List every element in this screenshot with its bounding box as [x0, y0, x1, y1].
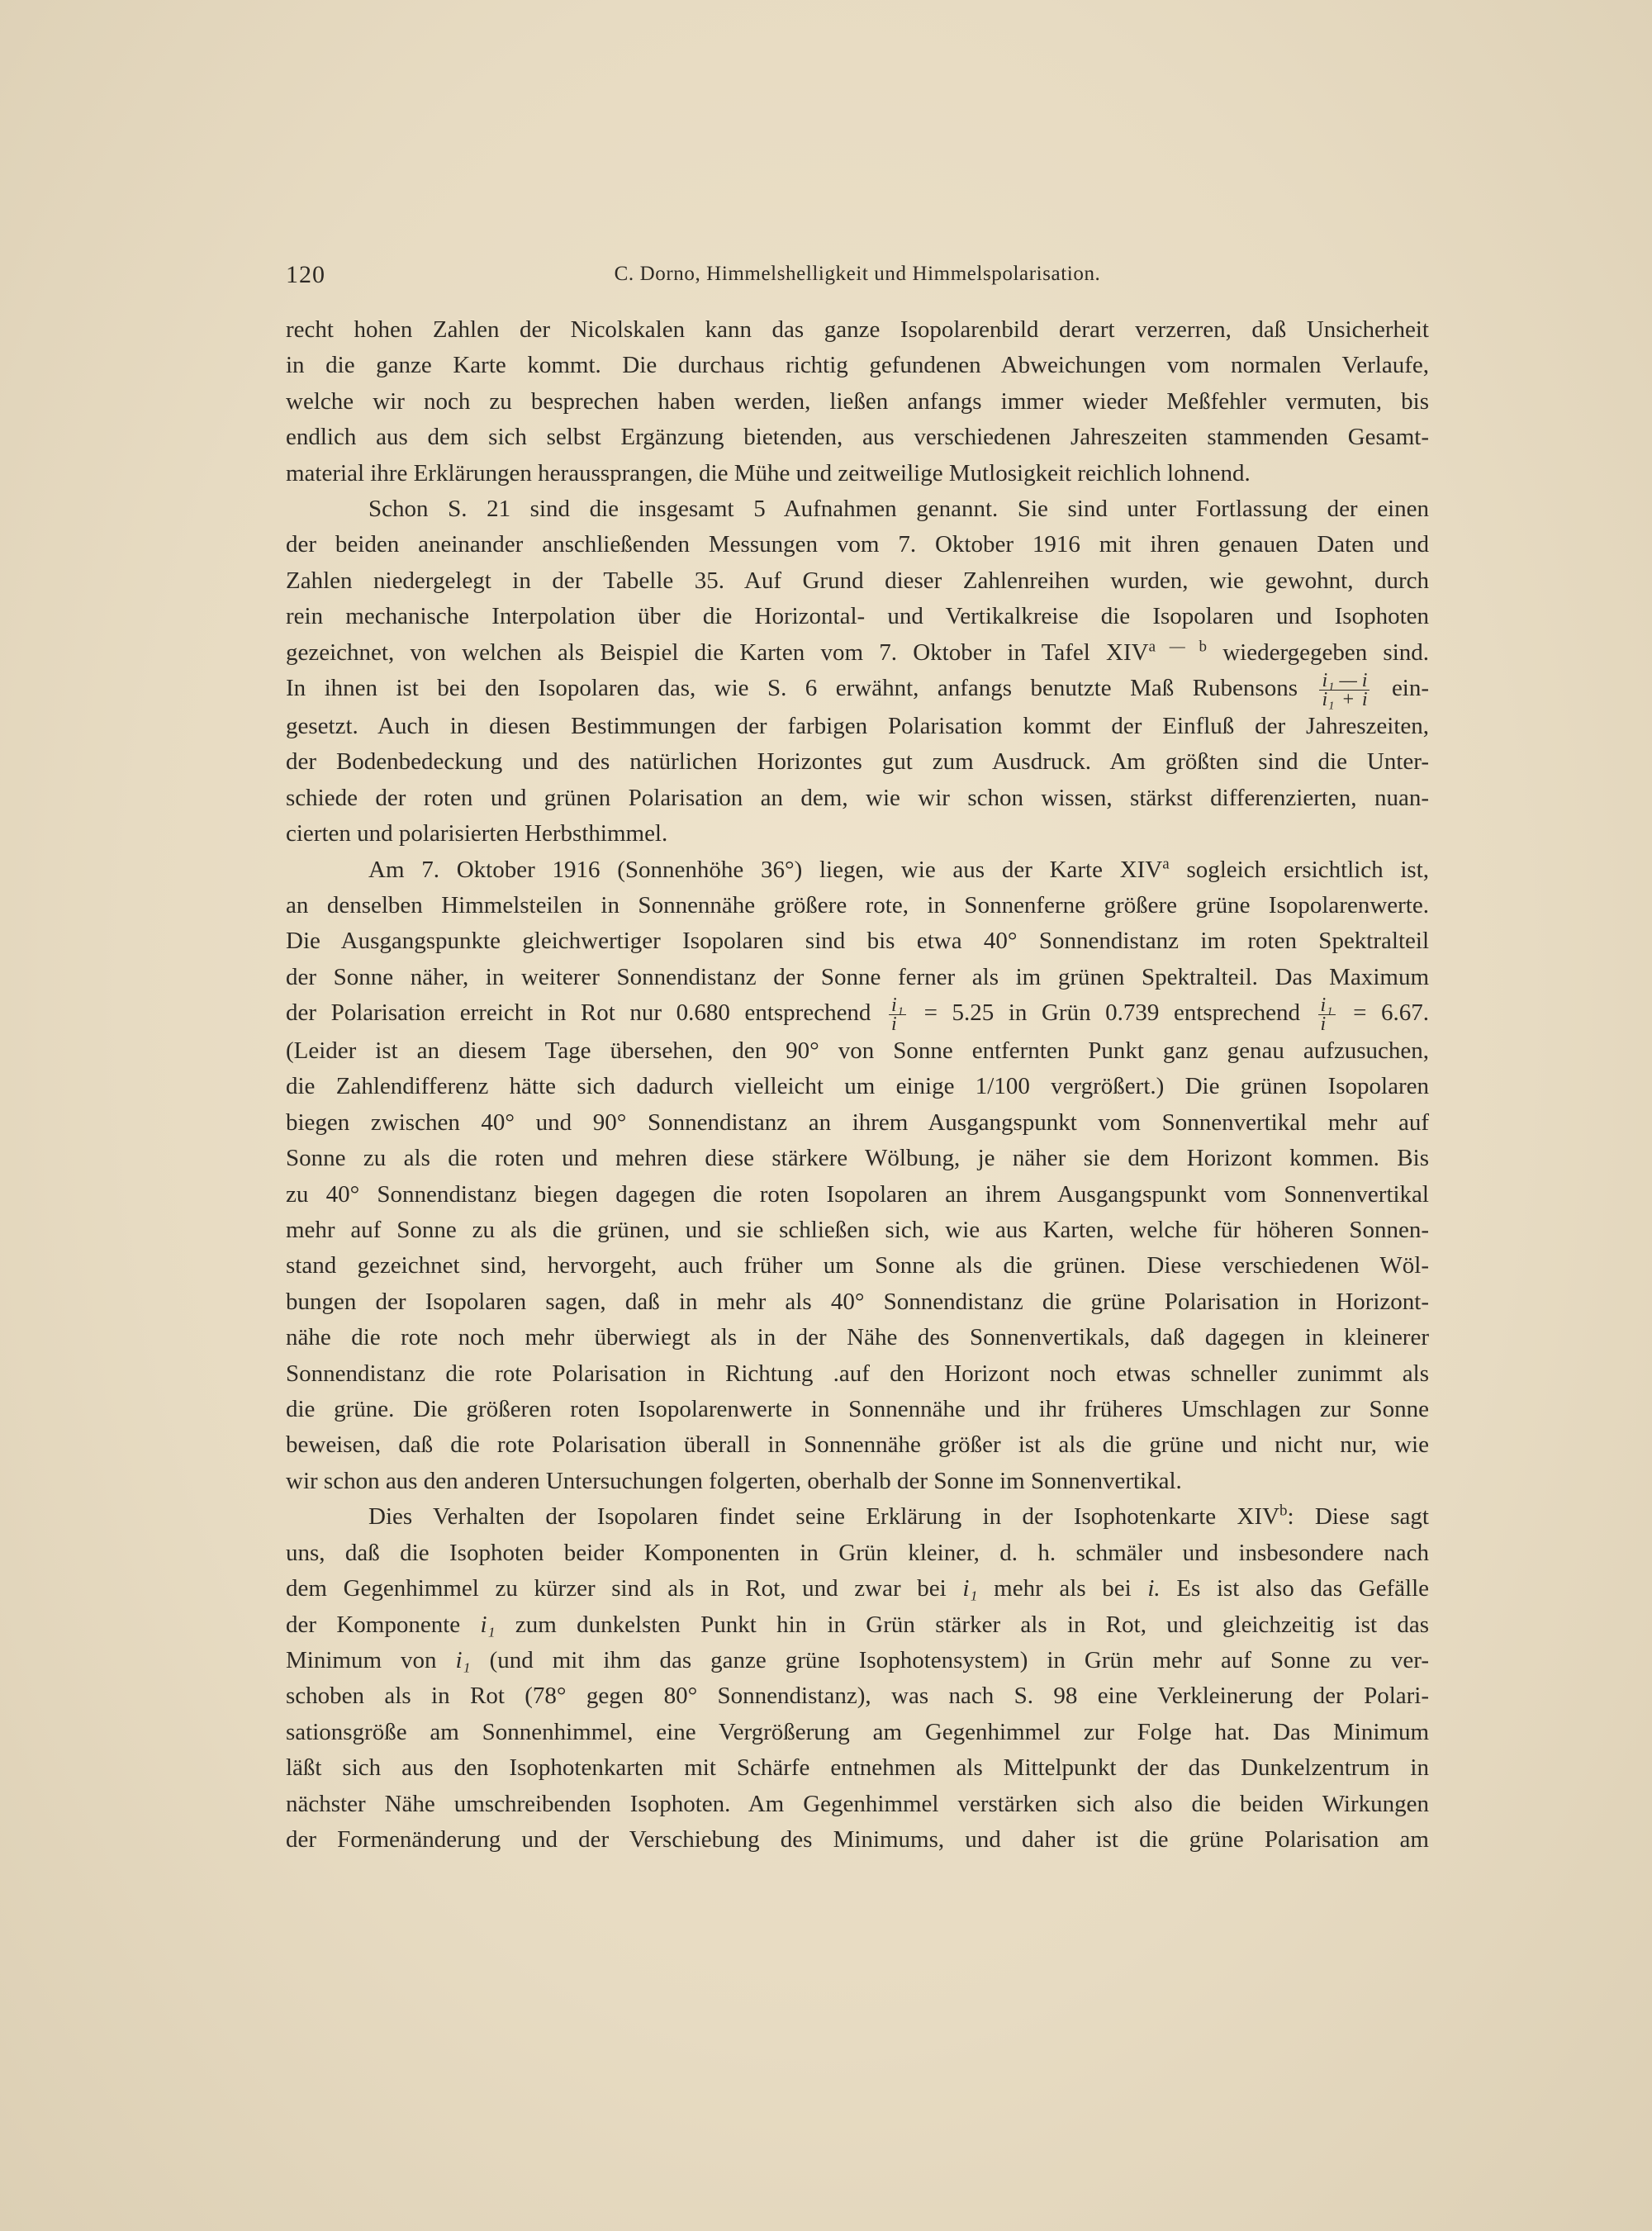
text-segment: zum dunkelsten Punkt hin in Grün stärker als in Rot, und gleichzeitig ist das — [515, 1611, 1430, 1638]
text-line: läßt sich aus den Isophotenkarten mit Schärfe entnehmen als Mittelpunkt der das Dunkelzentrum in — [286, 1754, 1429, 1782]
text-line: nächster Nähe umschreibenden Isophoten. Am Gegenhimmel verstärken sich also die beiden Wirkungen — [286, 1790, 1429, 1817]
math-symbol: i₁ — [480, 1611, 496, 1638]
text-line: schoben als in Rot (78° gegen 80° Sonnendistanz), was nach S. 98 eine Verkleinerung der Polari- — [286, 1683, 1429, 1710]
ratio-fraction-red — [889, 996, 906, 1033]
text-line: cierten und polarisierten Herbsthimmel. — [286, 820, 668, 847]
text-line-with-fractions — [286, 995, 1429, 1033]
text-line: biegen zwischen 40° und 90° Sonnendistanz an ihrem Ausgangspunkt vom Sonnenvertikal mehr auf — [286, 1108, 1429, 1136]
text-line: in die ganze Karte kommt. Die durchaus richtig gefundenen Abweichungen vom normalen Verlaufe, — [286, 352, 1429, 379]
text-line: der Bodenbedeckung und des natürlichen Horizontes gut zum Ausdruck. Am größten sind die Unter- — [286, 748, 1429, 776]
text-line-with-superscript — [286, 1499, 1429, 1535]
text-line — [286, 1571, 1429, 1607]
text-line: recht hohen Zahlen der Nicolskalen kann das ganze Isopolarenbild derart verzerren, daß Unsicherheit — [286, 316, 1429, 343]
fraction-numerator: i₁ — i — [1319, 672, 1370, 691]
text-line: Zahlen niedergelegt in der Tabelle 35. Auf Grund dieser Zahlenreihen wurden, wie gewohnt, durch — [286, 567, 1429, 594]
text-line — [286, 1643, 1429, 1678]
text-line: beweisen, daß die rote Polarisation überall in Sonnennähe größer ist als die grüne und nicht nur, wie — [286, 1431, 1429, 1459]
fraction-denominator: i — [891, 1013, 897, 1035]
text-segment: Minimum von — [286, 1646, 437, 1673]
text-line: endlich aus dem sich selbst Ergänzung bietenden, aus verschiedenen Jahreszeiten stammenden Gesamt- — [286, 424, 1429, 451]
paragraph-2 — [286, 491, 1429, 852]
text-line: mehr auf Sonne zu als die grünen, und sie schließen sich, wie aus Karten, welche für höheren Sonnen- — [286, 1217, 1429, 1244]
page-number: 120 — [286, 261, 325, 288]
text-line — [286, 1607, 1429, 1643]
text-line: rein mechanische Interpolation über die Horizontal- und Vertikalkreise die Isopolaren und Isophoten — [286, 603, 1429, 630]
text-line: Die Ausgangspunkte gleichwertiger Isopolaren sind bis etwa 40° Sonnendistanz im roten Spektralteil — [286, 928, 1429, 955]
fraction-numerator: i₁ — [1318, 996, 1336, 1015]
text-line-with-superscript — [286, 852, 1429, 888]
text-segment: = 6.67. — [1353, 999, 1430, 1027]
superscript: a — [1162, 854, 1170, 872]
body-text — [286, 312, 1429, 1858]
text-line: an denselben Himmelsteilen in Sonnennähe größere rote, in Sonnenferne größere grüne Isopolarenwerte. — [286, 891, 1429, 919]
superscript: a — b — [1148, 638, 1207, 655]
text-segment: Am 7. Oktober 1916 (Sonnenhöhe 36°) liegen, wie aus der Karte XIV — [368, 856, 1163, 883]
paragraph-4 — [286, 1499, 1429, 1858]
text-segment: : Diese sagt — [1287, 1503, 1429, 1531]
text-line: Sonnendistanz die rote Polarisation in Richtung .auf den Horizont noch etwas schneller zunimmt als — [286, 1360, 1429, 1387]
text-segment: mehr als bei — [994, 1575, 1132, 1602]
text-line: gesetzt. Auch in diesen Bestimmungen der farbigen Polarisation kommt der Einfluß der Jahreszeiten, — [286, 712, 1429, 739]
text-segment: wiedergegeben sind. — [1222, 638, 1430, 666]
text-line-with-superscript — [286, 635, 1429, 671]
text-segment: Es ist also das Gefälle — [1176, 1575, 1430, 1602]
text-line: uns, daß die Isophoten beider Komponenten in Grün kleiner, d. h. schmäler und insbesondere nach — [286, 1539, 1429, 1566]
paragraph-3 — [286, 852, 1429, 1500]
text-segment: = 5.25 in Grün 0.739 entsprechend — [923, 999, 1300, 1027]
text-line: der beiden aneinander anschließenden Messungen vom 7. Oktober 1916 mit ihren genauen Daten und — [286, 531, 1429, 558]
ratio-fraction-green — [1318, 996, 1336, 1033]
text-line-with-fraction — [286, 671, 1429, 709]
text-line: (Leider ist an diesem Tage übersehen, den 90° von Sonne entfernten Punkt ganz genau aufzusuchen, — [286, 1037, 1429, 1064]
math-symbol: i₁ — [962, 1575, 978, 1602]
fraction-denominator: i₁ + i — [1322, 688, 1368, 710]
text-line: schiede der roten und grünen Polarisation an dem, wie wir schon wissen, stärkst differenzierten, nuan- — [286, 784, 1429, 811]
text-line: bungen der Isopolaren sagen, daß in mehr als 40° Sonnendistanz die grüne Polarisation in Horizont- — [286, 1288, 1429, 1315]
text-line: zu 40° Sonnendistanz biegen dagegen die roten Isopolaren an ihrem Ausgangspunkt vom Sonnenvertikal — [286, 1180, 1429, 1208]
text-line: nähe die rote noch mehr überwiegt als in der Nähe des Sonnenvertikals, daß dagegen in kleinerer — [286, 1324, 1429, 1351]
text-line: sationsgröße am Sonnenhimmel, eine Vergrößerung am Gegenhimmel zur Folge hat. Das Minimum — [286, 1718, 1429, 1745]
text-segment: gezeichnet, von welchen als Beispiel die Karten vom 7. Oktober in Tafel XIV — [286, 638, 1149, 666]
text-segment: dem Gegenhimmel zu kürzer sind als in Rot, und zwar bei — [286, 1575, 947, 1602]
text-segment: sogleich ersichtlich ist, — [1186, 856, 1430, 883]
superscript: b — [1279, 1502, 1288, 1520]
text-line: der Formenänderung und der Verschiebung des Minimums, und daher ist die grüne Polarisation am — [286, 1825, 1429, 1853]
paragraph-1 — [286, 312, 1429, 491]
text-segment: der Polarisation erreicht in Rot nur 0.680 entsprechend — [286, 999, 871, 1027]
math-symbol: i₁ — [455, 1646, 471, 1673]
text-line: die grüne. Die größeren roten Isopolarenwerte in Sonnennähe und ihr früheres Umschlagen zur Sonne — [286, 1396, 1429, 1423]
text-segment: Dies Verhalten der Isopolaren findet seine Erklärung in der Isophotenkarte XIV — [368, 1503, 1280, 1531]
page-header — [286, 261, 1429, 294]
text-segment: (und mit ihm das ganze grüne Isophotensystem) in Grün mehr auf Sonne zu ver- — [489, 1646, 1429, 1673]
fraction-denominator: i — [1320, 1013, 1327, 1035]
running-head: C. Dorno, Himmelshelligkeit und Himmelspolarisation. — [614, 263, 1101, 285]
fraction-numerator: i₁ — [889, 996, 906, 1015]
text-line: wir schon aus den anderen Untersuchungen folgerten, oberhalb der Sonne im Sonnenvertikal. — [286, 1467, 1182, 1494]
text-line: welche wir noch zu besprechen haben werden, ließen anfangs immer wieder Meßfehler vermuten, bis — [286, 387, 1429, 415]
text-segment: der Komponente — [286, 1611, 461, 1638]
text-line: der Sonne näher, in weiterer Sonnendistanz der Sonne ferner als im grünen Spektralteil. Das Maximum — [286, 963, 1429, 990]
text-line: Schon S. 21 sind die insgesamt 5 Aufnahmen genannt. Sie sind unter Fortlassung der einen — [368, 496, 1429, 523]
text-line: material ihre Erklärungen heraussprangen, die Mühe und zeitweilige Mutlosigkeit reichlich lohnend. — [286, 459, 1251, 487]
text-line: Sonne zu als die roten und mehren diese stärkere Wölbung, je näher sie dem Horizont kommen. Bis — [286, 1145, 1429, 1172]
text-segment: In ihnen ist bei den Isopolaren das, wie S. 6 erwähnt, anfangs benutzte Maß Rubensons — [286, 675, 1298, 702]
math-symbol: i. — [1147, 1575, 1161, 1602]
text-line: stand gezeichnet sind, hervorgeht, auch früher um Sonne als die grünen. Diese verschiedenen Wöl- — [286, 1252, 1429, 1279]
rubenson-fraction — [1319, 669, 1370, 710]
text-segment: ein- — [1391, 675, 1430, 702]
text-line: die Zahlendifferenz hätte sich dadurch vielleicht um einige 1/100 vergrößert.) Die grünen Isopolaren — [286, 1073, 1429, 1100]
